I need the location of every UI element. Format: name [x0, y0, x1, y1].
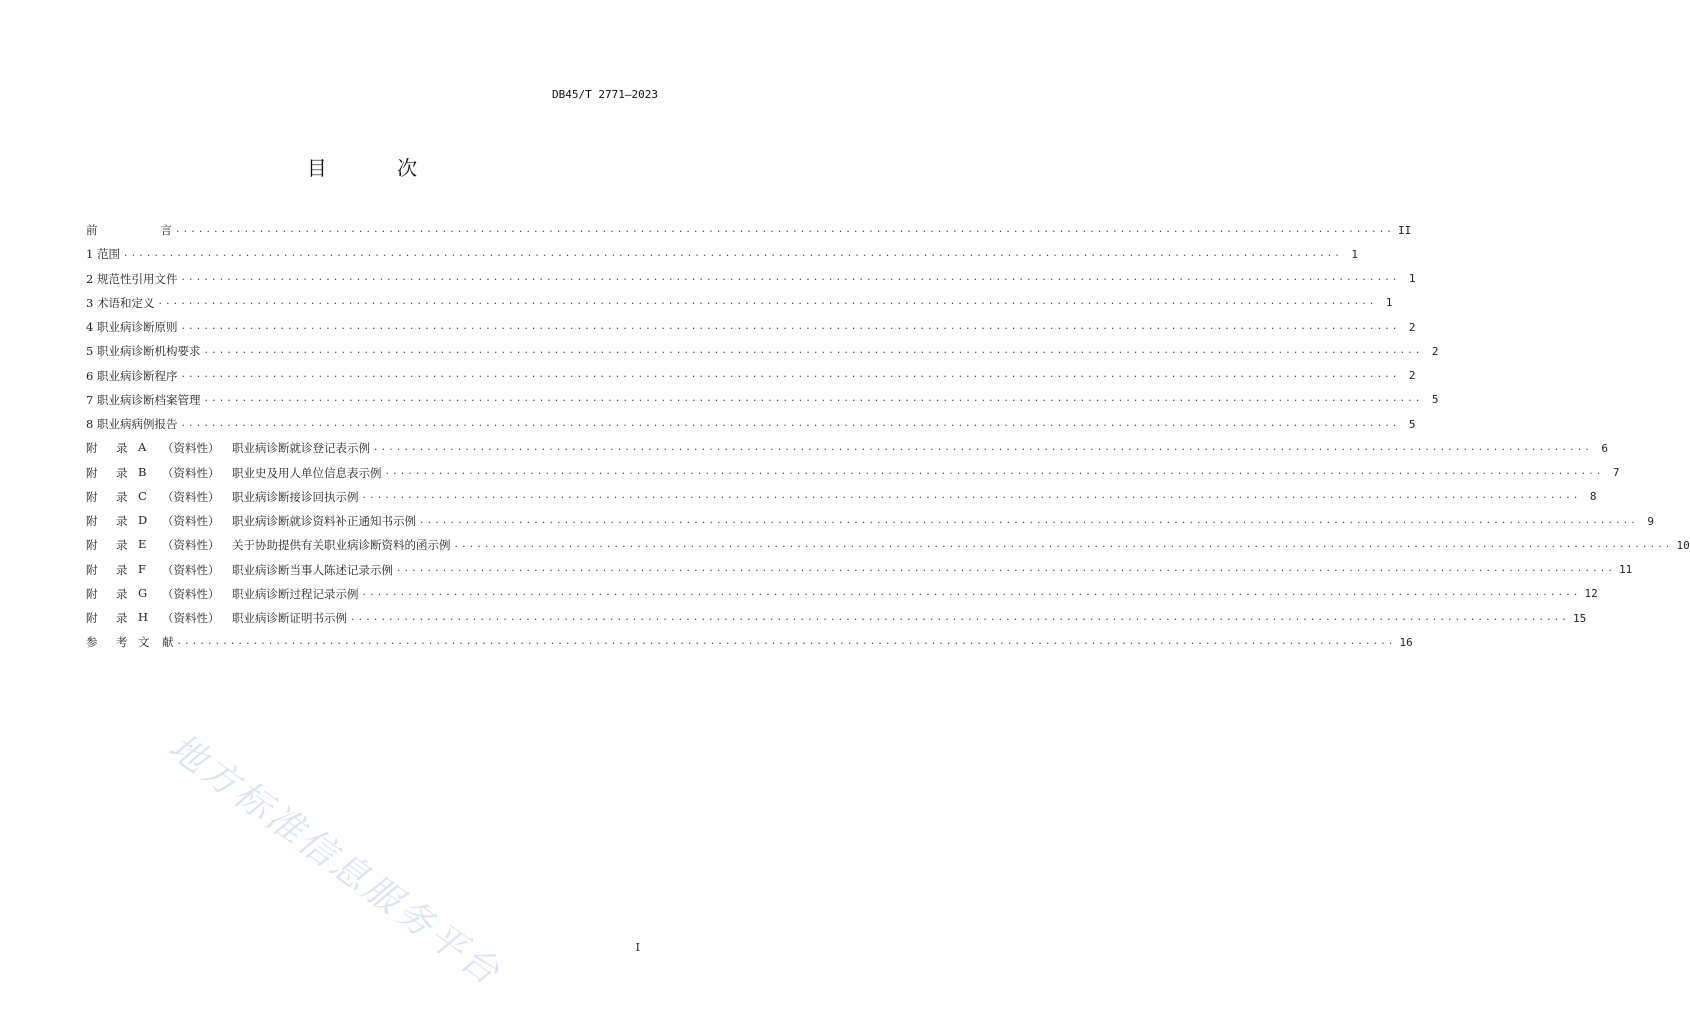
leader-dots: ................................................................................................................................................................ [373, 442, 1592, 453]
toc-page-number: 1 [1385, 296, 1393, 310]
toc-entry-principles[interactable] [86, 315, 1416, 339]
leader-dots: ................................................................................................................................................................ [180, 273, 1400, 284]
leader-dots: ................................................................................................................................................................ [361, 588, 1581, 599]
toc-page-number: 11 [1618, 563, 1633, 577]
leader-dots: ................................................................................................................................................................ [453, 539, 1673, 550]
appendix-label: 附 录 A （资料性） [86, 440, 220, 456]
toc-entry-label: 2 规范性引用文件 [86, 271, 178, 286]
appendix-label: 附 录 F （资料性） [86, 561, 220, 577]
leader-dots: ................................................................................................................................................................ [176, 636, 1396, 647]
leader-dots: ................................................................................................................................................................ [419, 515, 1638, 526]
toc-page-number: 5 [1408, 417, 1416, 431]
toc-entry-institution-requirements[interactable] [86, 339, 1439, 363]
toc-entry-foreword[interactable] [86, 218, 1412, 242]
toc-entry-procedure[interactable] [86, 364, 1416, 388]
toc-appendix-e[interactable] [86, 533, 1690, 557]
leader-dots: ................................................................................................................................................................ [180, 370, 1400, 381]
leader-dots: ................................................................................................................................................................ [157, 297, 1377, 308]
toc-entry-case-report[interactable] [86, 412, 1416, 436]
toc-appendix-b[interactable] [86, 461, 1620, 485]
leader-dots: ................................................................................................................................................................ [384, 467, 1604, 478]
platform-watermark: 地方标准信息服务平台 [161, 726, 509, 995]
appendix-label: 附 录 E （资料性） [86, 537, 220, 553]
toc-entry-label: 前 言 [86, 223, 172, 238]
toc-page-number: 12 [1584, 587, 1598, 601]
toc-page-number: 7 [1612, 466, 1620, 480]
toc-entry-label: 6 职业病诊断程序 [86, 368, 178, 383]
toc-entry-label: 7 职业病诊断档案管理 [86, 392, 201, 407]
toc-entry-references[interactable] [86, 630, 1413, 654]
leader-dots: ................................................................................................................................................................ [180, 418, 1400, 429]
toc-entry-scope[interactable] [86, 242, 1358, 266]
leader-dots: ................................................................................................................................................................ [361, 491, 1581, 502]
toc-page-number: 2 [1431, 344, 1439, 358]
appendix-title: 职业史及用人单位信息表示例 [232, 465, 382, 480]
toc-entry-label: 5 职业病诊断机构要求 [86, 344, 201, 359]
appendix-title: 关于协助提供有关职业病诊断资料的函示例 [232, 538, 451, 553]
toc-page-number: 5 [1431, 393, 1439, 407]
leader-dots: ................................................................................................................................................................ [122, 248, 1342, 259]
toc-appendix-g[interactable] [86, 582, 1598, 606]
appendix-title: 职业病诊断证明书示例 [232, 611, 347, 626]
toc-appendix-d[interactable] [86, 509, 1654, 533]
toc-page-number: II [1397, 223, 1412, 237]
leader-dots: ................................................................................................................................................................ [350, 612, 1569, 623]
toc-page-number: 10 [1676, 538, 1690, 552]
toc-page-number: 6 [1601, 441, 1608, 455]
appendix-title: 职业病诊断就诊登记表示例 [232, 441, 370, 456]
toc-entry-label: 1 范围 [86, 247, 120, 262]
toc-appendix-c[interactable] [86, 485, 1597, 509]
toc-entry-label: 8 职业病病例报告 [86, 417, 178, 432]
toc-title: 目 次 [306, 156, 450, 180]
toc-page-number: 9 [1647, 514, 1654, 528]
toc-page-number: 1 [1408, 272, 1416, 286]
toc-page-number: 2 [1408, 320, 1416, 334]
document-code: DB45/T 2771—2023 [552, 88, 658, 101]
toc-entry-label: 3 术语和定义 [86, 295, 155, 310]
toc-entry-terms[interactable] [86, 291, 1393, 315]
appendix-title: 职业病诊断过程记录示例 [232, 586, 359, 601]
leader-dots: ................................................................................................................................................................ [396, 564, 1615, 575]
leader-dots: ................................................................................................................................................................ [203, 345, 1423, 356]
toc-appendix-f[interactable] [86, 558, 1633, 582]
appendix-title: 职业病诊断当事人陈述记录示例 [232, 562, 393, 577]
appendix-label: 附 录 C （资料性） [86, 488, 220, 504]
leader-dots: ................................................................................................................................................................ [175, 224, 1394, 235]
toc-appendix-a[interactable] [86, 436, 1608, 460]
toc-page-number: 8 [1589, 490, 1597, 504]
appendix-label: 附 录 H （资料性） [86, 610, 220, 626]
toc-page-number: 2 [1408, 369, 1416, 383]
toc-entry-archive-management[interactable] [86, 388, 1439, 412]
toc-page-number: 16 [1399, 635, 1413, 649]
toc-page-number: 1 [1351, 247, 1358, 261]
appendix-title: 职业病诊断就诊资料补正通知书示例 [232, 514, 416, 529]
appendix-label: 附 录 G （资料性） [86, 585, 220, 601]
appendix-label: 附 录 D （资料性） [86, 513, 220, 529]
toc-entry-label: 4 职业病诊断原则 [86, 320, 178, 335]
toc-list [86, 218, 1690, 655]
toc-page-number: 15 [1572, 611, 1587, 625]
toc-appendix-h[interactable] [86, 606, 1587, 630]
appendix-title: 职业病诊断接诊回执示例 [232, 489, 359, 504]
toc-entry-normative-references[interactable] [86, 267, 1416, 291]
appendix-label: 附 录 B （资料性） [86, 464, 220, 480]
references-label: 参 考 文 献 [86, 635, 174, 650]
leader-dots: ................................................................................................................................................................ [203, 394, 1423, 405]
leader-dots: ................................................................................................................................................................ [180, 321, 1400, 332]
page-number: I [635, 941, 640, 954]
